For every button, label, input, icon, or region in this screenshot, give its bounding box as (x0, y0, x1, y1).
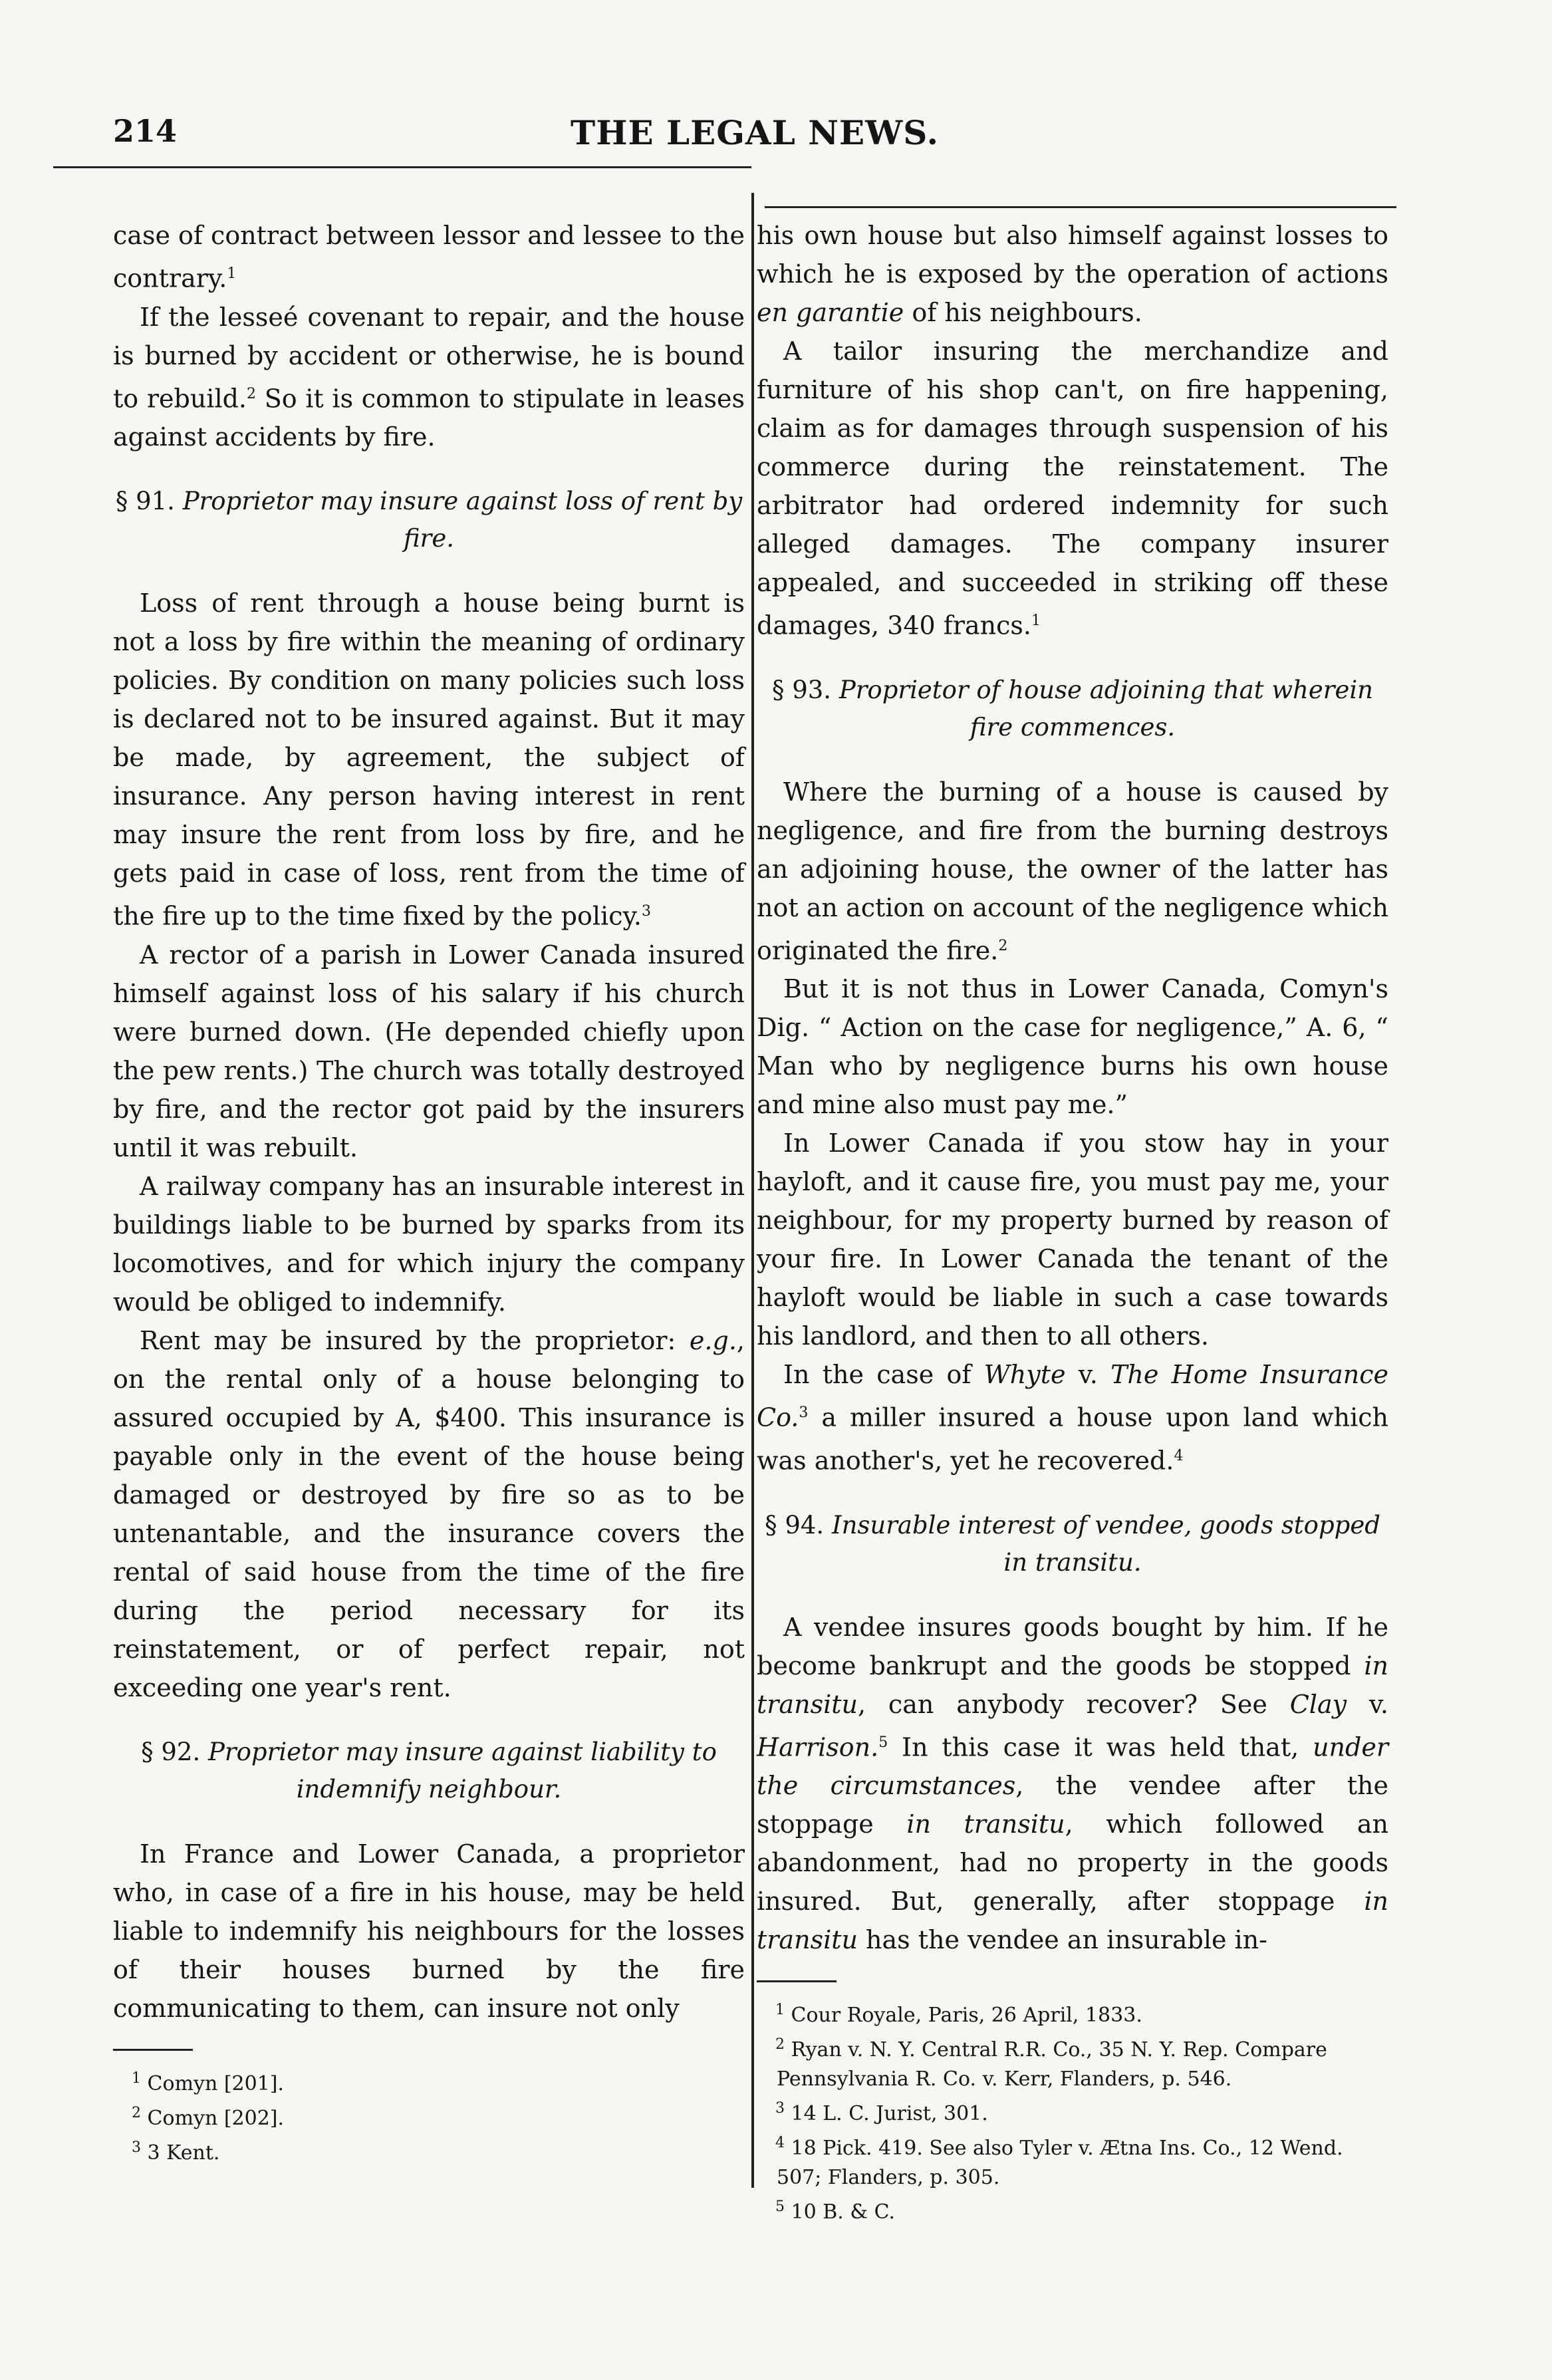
paragraph-text: If the lesseé covenant to repair, and the house is burned by accident or otherwise, he is bound to rebuild. (113, 302, 745, 414)
paragraph-text: , on the rental only of a house belonging to assured occupied by A, $400. This insurance is payable only in the event of the house being damaged or destroyed by fire so as to be untenantable, and the insurance covers the rental of said house from the time of the fire during the period necessary for its reinstatement, or of perfect repair, not exceeding one year's rent. (113, 1325, 745, 1702)
paragraph-text: , which followed an abandonment, had no property in the goods insured. But, generally, after stoppage (757, 1809, 1388, 1917)
section-number: § 94. (765, 1510, 825, 1539)
paragraph: A rector of a parish in Lower Canada insured himself against loss of his salary if his church were burned down. (He depended chiefly upon the pew rents.) The church was totally destroyed by fire, and the rector got paid by the insurers until it was rebuilt. (113, 940, 745, 1162)
footnote-text: Comyn [202]. (147, 2106, 285, 2130)
section-heading-93 (757, 672, 1388, 746)
paragraph (757, 332, 1388, 645)
paragraph (757, 1355, 1388, 1480)
footnote-rule (113, 2049, 193, 2051)
footnote-mark: 1 (775, 2002, 785, 2019)
footnote-ref: 3 (641, 903, 651, 920)
paragraph (757, 773, 1388, 970)
footnote-rule (757, 1980, 837, 1982)
page-header (113, 113, 1396, 166)
section-title: Proprietor may insure against loss of rent by fire. (182, 487, 743, 553)
paragraph-text: of his neighbours. (904, 298, 1142, 327)
footnote-text: 10 B. & C. (791, 2200, 896, 2224)
paragraph-text: has the vendee an insurable in- (857, 1925, 1268, 1955)
paragraph-text: Loss of rent through a house being burnt is not a loss by fire within the meaning of ordinary policies. By condition on many policies such loss is declared not to be insured against. But it may be made, by agreement, the subject of insurance. Any person having interest in rent may insure the rent from loss by fire, and he gets paid in case of loss, rent from the time of the fire up to the time fixed by the policy. (113, 589, 745, 931)
paragraph (113, 298, 745, 457)
case-name: Harrison. (757, 1732, 879, 1762)
paragraph (757, 216, 1388, 332)
footnote (757, 2192, 1388, 2227)
section-heading-92 (113, 1734, 745, 1808)
paragraph-text: a miller insured a house upon land which was another's, yet he recovered. (757, 1402, 1388, 1476)
italic-text: en garantie (757, 298, 904, 327)
section-number: § 91. (115, 487, 175, 516)
footnote-text: Ryan v. N. Y. Central R.R. Co., 35 N. Y. Rep. Compare Pennsylvania R. Co. v. Kerr, Flanders, p. 546. (777, 2038, 1327, 2091)
paragraph-text: Where the burning of a house is caused by negligence, and fire from the burning destroys an adjoining house, the owner of the latter has not an action on account of the negligence which originated the fire. (757, 777, 1388, 966)
paragraph-text: So it is common to stipulate in leases against accidents by fire. (113, 384, 745, 452)
footnote-text: 3 Kent. (147, 2141, 220, 2165)
left-column (113, 216, 745, 2168)
header-rule-right (765, 206, 1396, 208)
case-name: Clay (1289, 1689, 1347, 1719)
italic-text: in transitu (757, 1887, 1388, 1955)
right-column (751, 216, 1388, 2227)
paragraph-text: , can anybody recover? See (857, 1689, 1290, 1719)
paragraph-text: In the case of (783, 1360, 984, 1390)
footnote (113, 2099, 745, 2133)
paragraph: In France and Lower Canada, a proprietor who, in case of a fire in his house, may be held liable to indemnify his neighbours for the losses of their houses burned by the fire communicating to them, can insure not only (113, 1839, 745, 2023)
footnote-ref: 2 (247, 385, 257, 402)
section-title: Insurable interest of vendee, goods stopped in transitu. (831, 1510, 1380, 1577)
footnote-text: Comyn [201]. (147, 2071, 285, 2095)
italic-text: e.g. (689, 1325, 737, 1355)
section-title: Proprietor may insure against liability to indemnify neighbour. (208, 1737, 717, 1803)
footnote-text: Cour Royale, Paris, 26 April, 1833. (791, 2004, 1142, 2028)
footnote (757, 2094, 1388, 2129)
footnote-text: 18 Pick. 419. See also Tyler v. Ætna Ins. Co., 12 Wend. 507; Flanders, p. 305. (777, 2137, 1343, 2190)
paragraph-text: Rent may be insured by the proprietor: (140, 1325, 690, 1355)
footnote (757, 2129, 1388, 2192)
paragraph-text: In this case it was held that, (888, 1732, 1313, 1762)
paragraph: A railway company has an insurable interest in buildings liable to be burned by sparks from its locomotives, and for which injury the company would be obliged to indemnify. (113, 1171, 745, 1317)
footnote-mark: 4 (775, 2135, 785, 2152)
footnote-mark: 2 (775, 2036, 785, 2053)
footnote (757, 2030, 1388, 2094)
footnote-mark: 3 (132, 2139, 141, 2156)
header-rule (53, 166, 751, 168)
italic-text: in transitu (757, 1651, 1388, 1719)
page-number: 214 (113, 113, 178, 149)
section-heading-94 (757, 1507, 1388, 1581)
running-title: THE LEGAL NEWS. (571, 113, 939, 152)
paragraph-text: , the vendee after the stoppage (757, 1771, 1388, 1839)
paragraph-text: v. (1347, 1689, 1389, 1719)
paragraph-text: his own house but also himself against losses to which he is exposed by the operation of actions (757, 221, 1388, 289)
paragraph (113, 216, 745, 298)
case-name: Whyte (983, 1360, 1066, 1390)
footnote-ref: 3 (799, 1404, 809, 1422)
footnote-text: 14 L. C. Jurist, 301. (791, 2102, 988, 2126)
section-heading-91 (113, 483, 745, 557)
italic-text: under the circumstances (757, 1732, 1388, 1801)
footnote-mark: 2 (132, 2104, 141, 2121)
section-number: § 93. (771, 675, 832, 704)
paragraph-text: A vendee insures goods bought by him. If he become bankrupt and the goods be stopped (757, 1612, 1388, 1680)
paragraph-text: A tailor insuring the merchandize and furniture of his shop can't, on fire happening, claim as for damages through suspension of his commerce during the reinstatement. The arbitrator had ordered indemnity for such alleged damages. The company insurer appealed, and succeeded in striking off these damages, 340 francs. (757, 336, 1388, 640)
footnote-ref: 2 (998, 937, 1008, 954)
paragraph: But it is not thus in Lower Canada, Comyn's Dig. “ Action on the case for negligence,” A. 6, “ Man who by negligence burns his own house and mine also must pay me.” (757, 974, 1388, 1120)
paragraph-text: v. (1065, 1360, 1111, 1390)
footnote (757, 1996, 1388, 2030)
case-name: The Home Insurance Co. (757, 1360, 1389, 1432)
footnotes-left (113, 2064, 745, 2168)
paragraph (113, 584, 745, 936)
section-title: Proprietor of house adjoining that wherein fire commences. (839, 675, 1374, 741)
footnote-ref: 1 (227, 265, 237, 282)
footnotes-right (757, 1996, 1388, 2227)
footnote-ref: 1 (1031, 612, 1041, 629)
paragraph (757, 1608, 1388, 1960)
italic-text: in transitu (906, 1809, 1065, 1839)
footnote-ref: 5 (878, 1734, 888, 1751)
paragraph-text: case of contract between lessor and lessee to the contrary. (113, 221, 745, 293)
footnote (113, 2133, 745, 2168)
paragraph: In Lower Canada if you stow hay in your hayloft, and it cause fire, you must pay me, your neighbour, for my property burned by reason of your fire. In Lower Canada the tenant of the hayloft would be liable in such a case towards his landlord, and then to all others. (757, 1128, 1388, 1351)
section-number: § 92. (141, 1737, 201, 1766)
footnote-mark: 5 (775, 2198, 785, 2216)
footnote-mark: 1 (132, 2069, 141, 2087)
footnote-mark: 3 (775, 2100, 785, 2117)
footnote-ref: 4 (1174, 1447, 1184, 1464)
paragraph (113, 1321, 745, 1707)
footnote (113, 2064, 745, 2099)
